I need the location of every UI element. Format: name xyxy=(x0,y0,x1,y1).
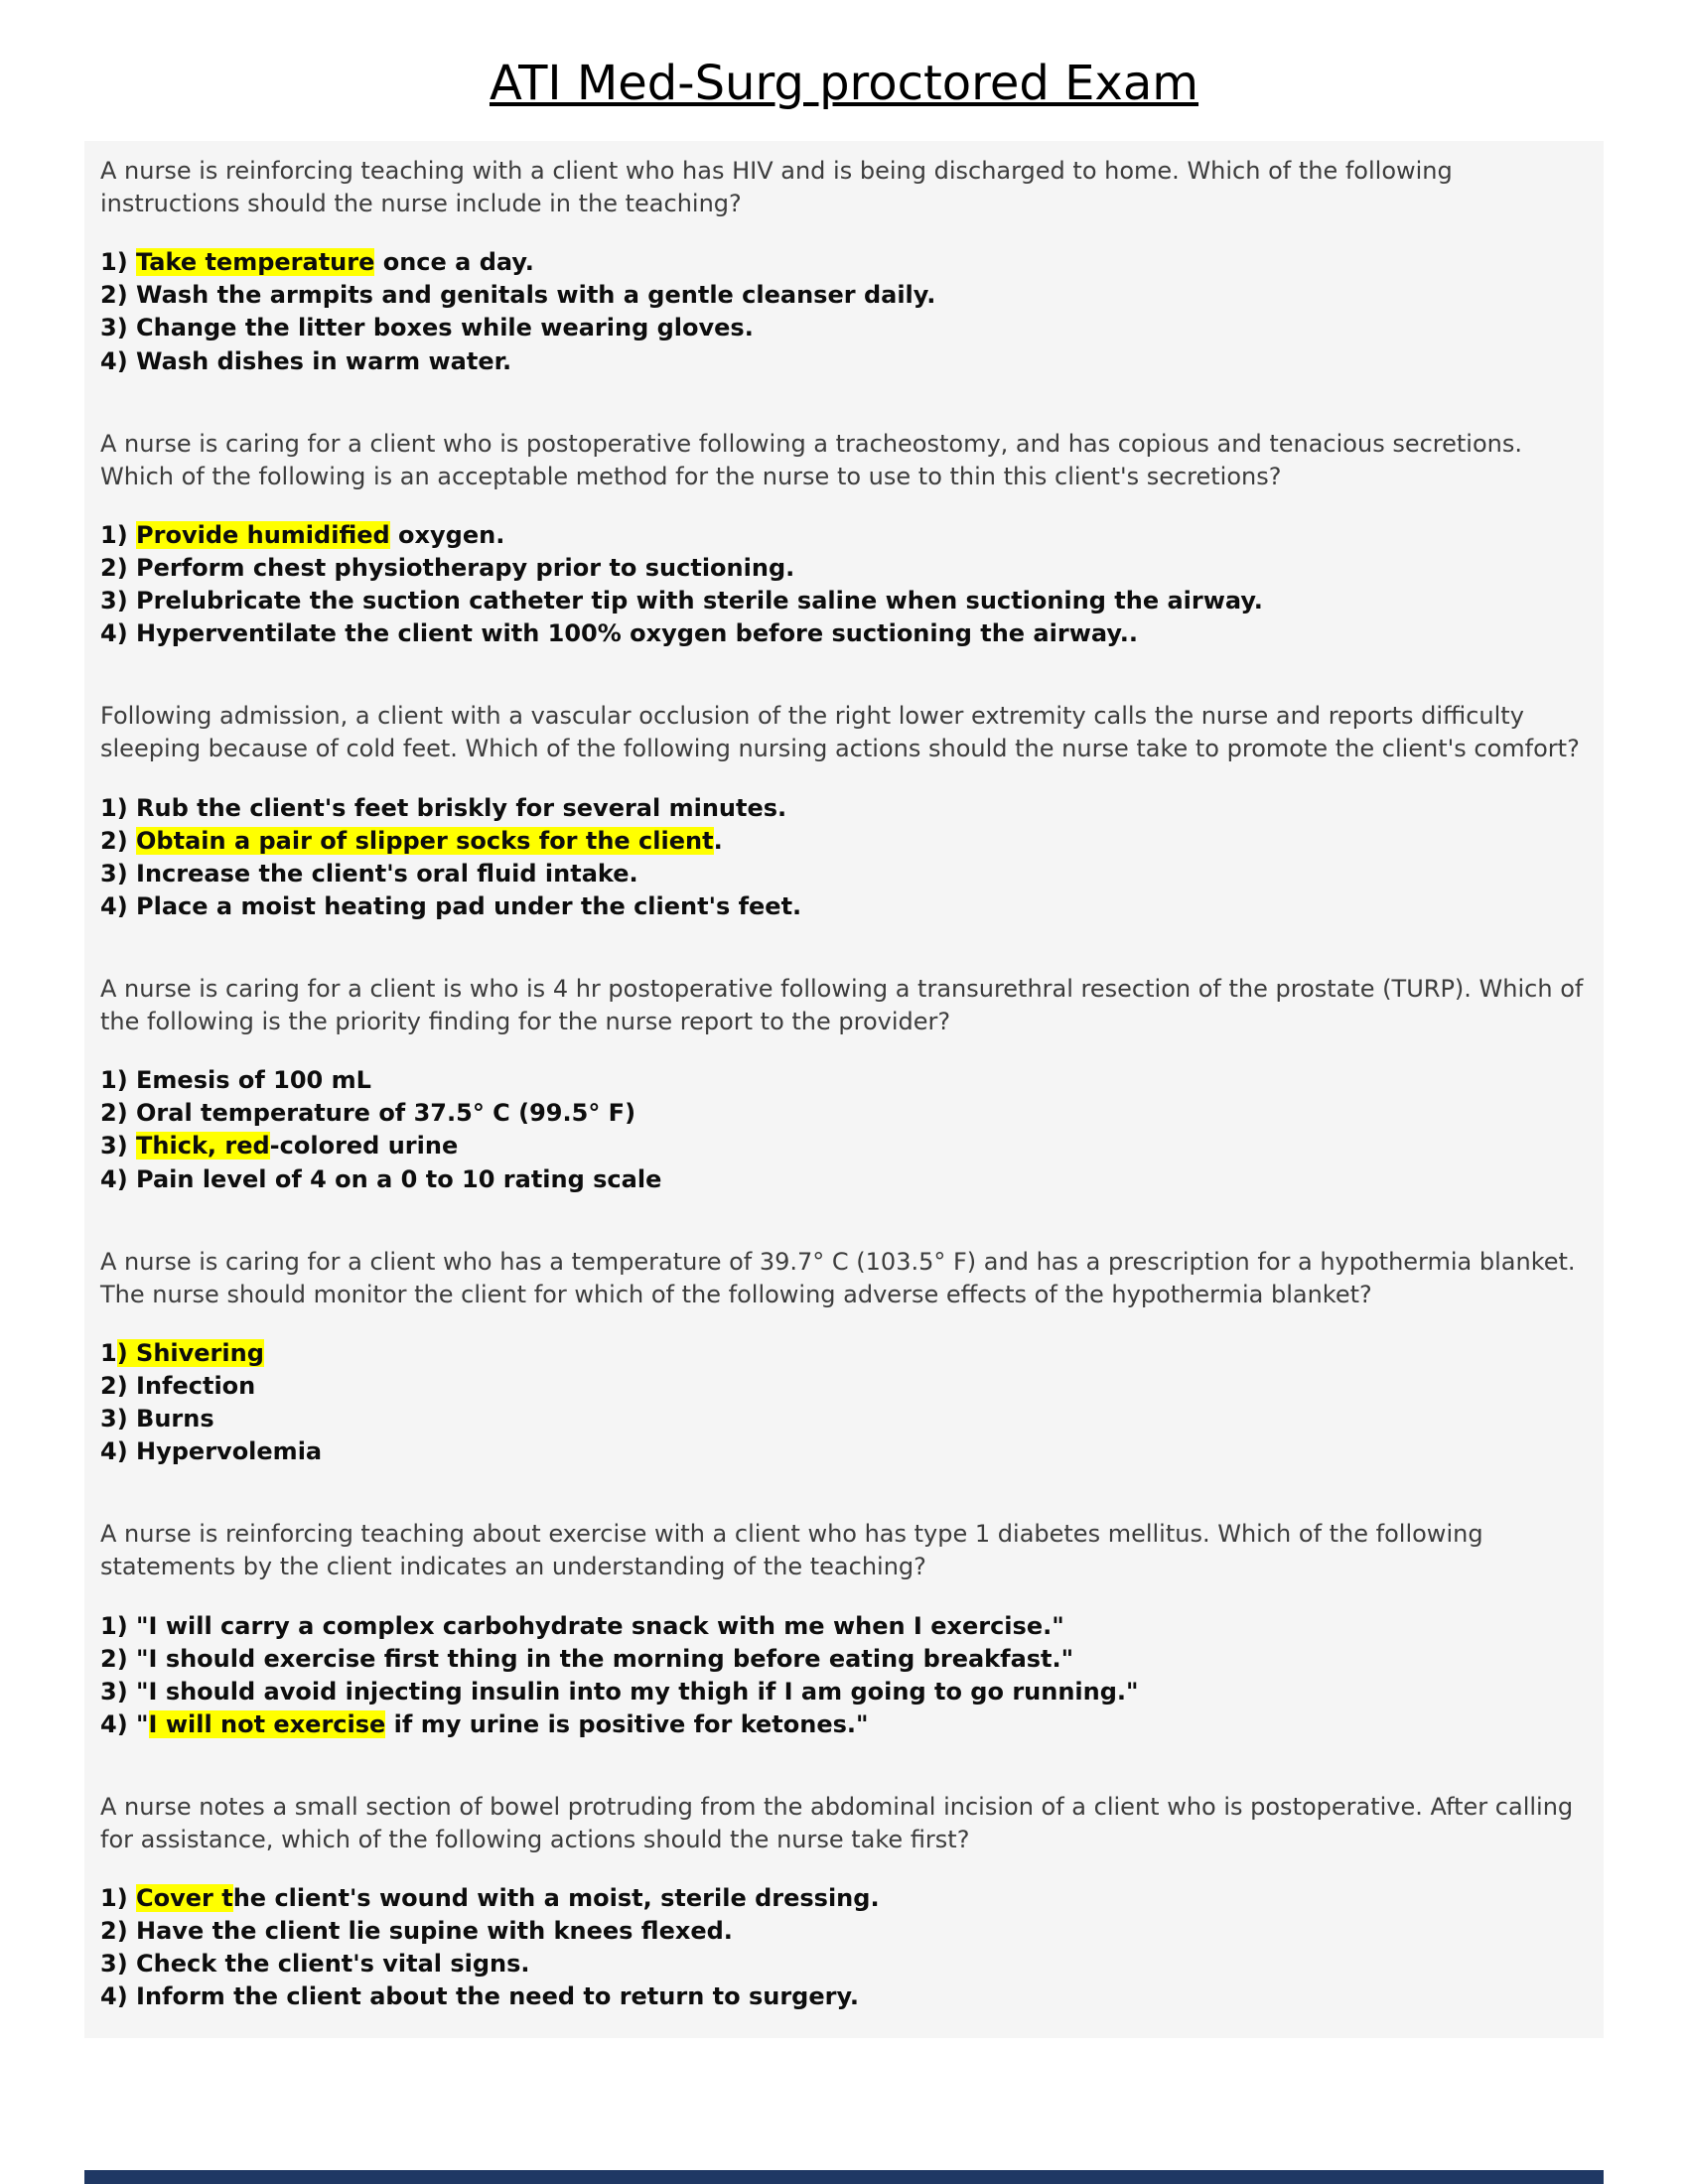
options-list xyxy=(100,792,1588,923)
answer-text-segment: 2) Oral temperature of 37.5° C (99.5° F) xyxy=(100,1099,636,1128)
answer-text-segment: 1) xyxy=(100,1884,137,1913)
highlighted-answer-text: Obtain a pair of slipper socks for the client xyxy=(136,826,714,855)
answer-text-segment: . xyxy=(713,826,723,855)
answer-option xyxy=(100,1708,1588,1741)
answer-option xyxy=(100,279,1588,312)
question-block xyxy=(100,1246,1588,1469)
highlighted-answer-text: ) Shivering xyxy=(116,1338,264,1367)
answer-text-segment: 2) "I should exercise first thing in the morning before eating breakfast." xyxy=(100,1644,1074,1673)
answer-text-segment: 3) Change the litter boxes while wearing gloves. xyxy=(100,314,754,342)
answer-option xyxy=(100,825,1588,858)
answer-option xyxy=(100,345,1588,378)
answer-option xyxy=(100,1676,1588,1708)
answer-option xyxy=(100,1610,1588,1643)
answer-option xyxy=(100,1403,1588,1435)
answer-option xyxy=(100,1097,1588,1130)
answer-option xyxy=(100,312,1588,344)
answer-text-segment: -colored urine xyxy=(269,1132,459,1160)
question-text: A nurse is reinforcing teaching with a client who has HIV and is being discharged to home. Which of the following instructions should the nurse include in the teaching? xyxy=(100,157,1453,218)
answer-text-segment: 4) Place a moist heating pad under the client's feet. xyxy=(100,891,802,920)
question-text: A nurse is caring for a client who has a temperature of 39.7° C (103.5° F) and has a prescription for a hypothermia blanket. The nurse should monitor the client for which of the following adverse effects of the hypothermia blanket? xyxy=(100,1247,1576,1308)
options-list xyxy=(100,1337,1588,1468)
answer-text-segment: 1) xyxy=(100,520,137,549)
answer-option xyxy=(100,1435,1588,1468)
answer-option xyxy=(100,890,1588,923)
question-text: A nurse is reinforcing teaching about exercise with a client who has type 1 diabetes mellitus. Which of the following statements by the client indicates an understanding of the teaching? xyxy=(100,1520,1483,1581)
answer-text-segment: 4) Inform the client about the need to return to surgery. xyxy=(100,1982,860,2011)
question-text: A nurse notes a small section of bowel protruding from the abdominal incision of a client who is postoperative. After calling for assistance, which of the following actions should the nurse take first? xyxy=(100,1792,1574,1854)
options-list xyxy=(100,1610,1588,1741)
answer-option xyxy=(100,1064,1588,1097)
answer-text-segment: 2) Have the client lie supine with knees flexed. xyxy=(100,1917,733,1946)
question-block xyxy=(100,1518,1588,1741)
answer-option xyxy=(100,585,1588,617)
question-text: A nurse is caring for a client who is postoperative following a tracheostomy, and has copious and tenacious secretions. Which of the following is an acceptable method for the nurse to use to thin this client's secretions? xyxy=(100,429,1522,490)
options-list xyxy=(100,1882,1588,2013)
answer-text-segment: 4) " xyxy=(100,1709,149,1738)
question-block xyxy=(100,1791,1588,2014)
answer-option xyxy=(100,1882,1588,1915)
answer-text-segment: 4) Wash dishes in warm water. xyxy=(100,346,512,375)
page-title: ATI Med-Surg proctored Exam xyxy=(489,56,1199,111)
answer-text-segment: 1) "I will carry a complex carbohydrate snack with me when I exercise." xyxy=(100,1611,1064,1640)
answer-option xyxy=(100,1163,1588,1196)
answer-text-segment: 2) Wash the armpits and genitals with a gentle cleanser daily. xyxy=(100,281,936,310)
options-list xyxy=(100,246,1588,377)
answer-text-segment: 3) Check the client's vital signs. xyxy=(100,1950,530,1979)
question-text: Following admission, a client with a vascular occlusion of the right lower extremity calls the nurse and reports difficulty sleeping because of cold feet. Which of the following nursing actions should the nurse take to promote the client's comfort? xyxy=(100,702,1580,763)
options-list xyxy=(100,1064,1588,1195)
options-list xyxy=(100,519,1588,650)
question-block xyxy=(100,428,1588,651)
answer-option xyxy=(100,552,1588,585)
answer-option xyxy=(100,519,1588,552)
highlighted-answer-text: Thick, red xyxy=(136,1132,270,1160)
question-text: A nurse is caring for a client is who is 4 hr postoperative following a transurethral resection of the prostate (TURP). Which of the following is the priority finding for the nurse report to the provider? xyxy=(100,974,1584,1036)
answer-text-segment: once a day. xyxy=(374,248,534,277)
answer-text-segment: 4) Pain level of 4 on a 0 to 10 rating scale xyxy=(100,1164,662,1193)
answer-text-segment: if my urine is positive for ketones." xyxy=(385,1709,869,1738)
answer-option xyxy=(100,792,1588,825)
highlighted-answer-text: Provide humidified xyxy=(136,520,390,549)
question-block xyxy=(100,973,1588,1196)
answer-text-segment: 1) Rub the client's feet briskly for several minutes. xyxy=(100,793,787,822)
answer-option xyxy=(100,858,1588,890)
answer-text-segment: 2) Perform chest physiotherapy prior to suctioning. xyxy=(100,553,795,582)
highlighted-answer-text: Cover t xyxy=(136,1884,233,1913)
answer-text-segment: 3) "I should avoid injecting insulin into my thigh if I am going to go running." xyxy=(100,1677,1139,1706)
answer-text-segment: 1) xyxy=(100,248,137,277)
answer-option xyxy=(100,1980,1588,2013)
highlighted-answer-text: Take temperature xyxy=(136,248,375,277)
answer-text-segment: oxygen. xyxy=(389,520,505,549)
answer-option xyxy=(100,1337,1588,1370)
answer-option xyxy=(100,1948,1588,1980)
answer-text-segment: 4) Hypervolemia xyxy=(100,1437,323,1466)
question-block xyxy=(100,155,1588,378)
page-bottom-bar xyxy=(84,2170,1604,2184)
answer-text-segment: 2) Infection xyxy=(100,1371,256,1400)
answer-option xyxy=(100,246,1588,279)
answer-option xyxy=(100,1130,1588,1162)
answer-text-segment: 1 xyxy=(100,1338,117,1367)
answer-option xyxy=(100,1643,1588,1676)
answer-text-segment: 3) xyxy=(100,1132,137,1160)
answer-text-segment: 3) Burns xyxy=(100,1405,214,1433)
answer-option xyxy=(100,1915,1588,1948)
answer-text-segment: 3) Increase the client's oral fluid intake. xyxy=(100,859,638,887)
answer-text-segment: 4) Hyperventilate the client with 100% oxygen before suctioning the airway.. xyxy=(100,619,1138,648)
answer-option xyxy=(100,617,1588,650)
answer-option xyxy=(100,1370,1588,1403)
answer-text-segment: 1) Emesis of 100 mL xyxy=(100,1066,371,1095)
questions-container xyxy=(84,141,1604,2038)
answer-text-segment: 3) Prelubricate the suction catheter tip with sterile saline when suctioning the airway. xyxy=(100,587,1263,615)
answer-text-segment: he client's wound with a moist, sterile dressing. xyxy=(232,1884,880,1913)
question-block xyxy=(100,700,1588,923)
answer-text-segment: 2) xyxy=(100,826,137,855)
highlighted-answer-text: I will not exercise xyxy=(148,1709,386,1738)
